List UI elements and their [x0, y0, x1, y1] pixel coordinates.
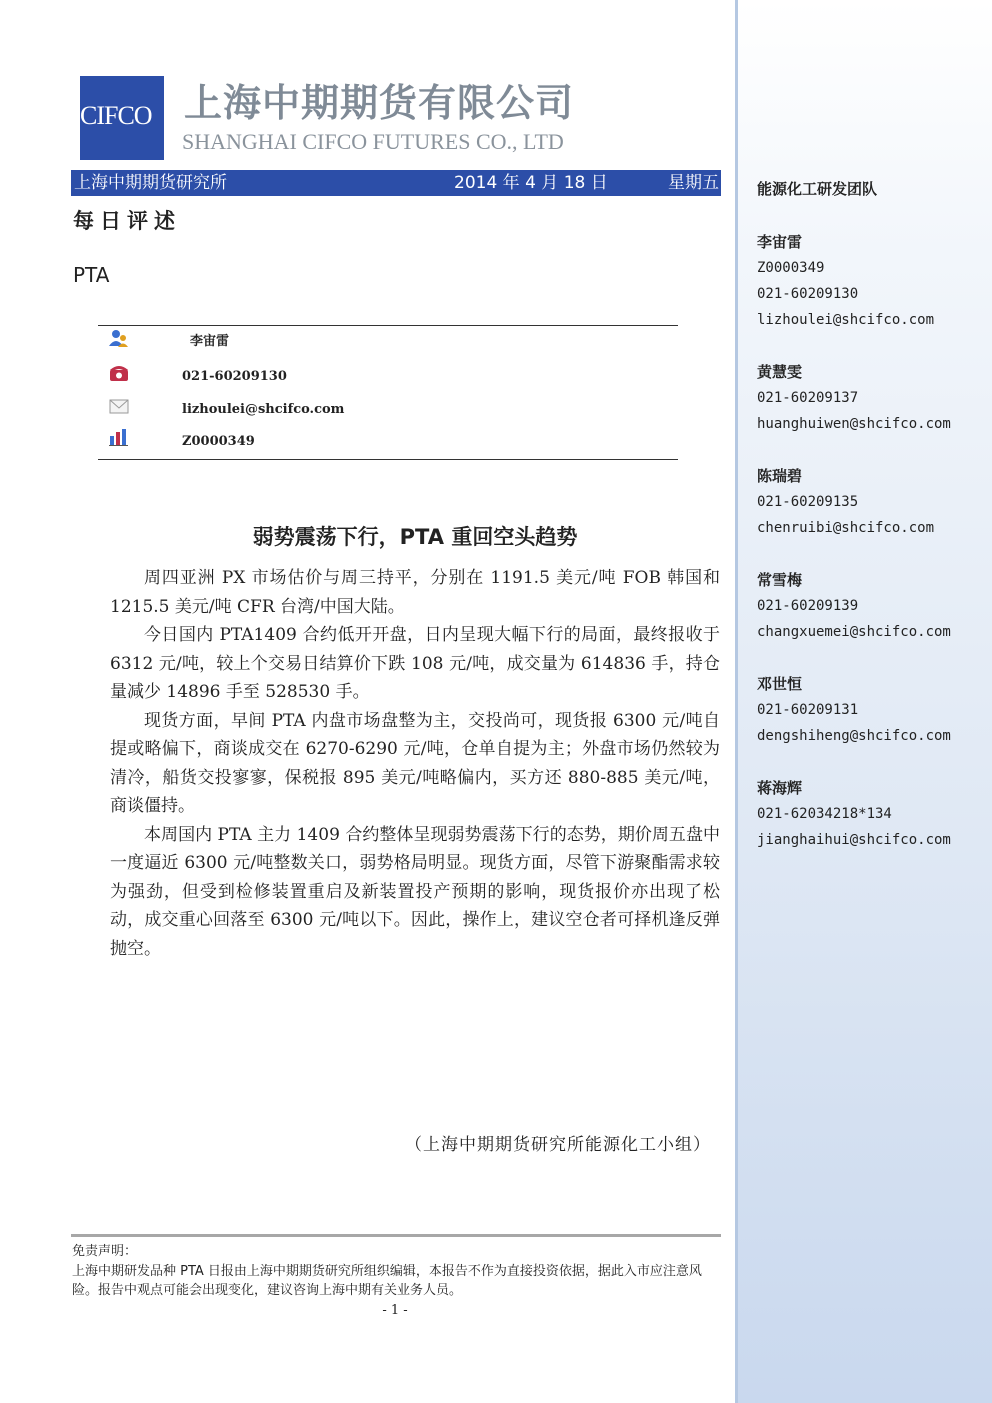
- member-name: 常雪梅: [757, 571, 803, 589]
- member-email[interactable]: dengshiheng@shcifco.com: [757, 728, 951, 744]
- company-name-cn: 上海中期期货有限公司: [184, 81, 575, 125]
- header-band: [71, 170, 721, 196]
- member-phone: 021-60209137: [757, 390, 859, 406]
- team-member: [757, 775, 977, 853]
- member-email[interactable]: changxuemei@shcifco.com: [757, 624, 951, 640]
- author-license: Z0000349: [182, 434, 255, 449]
- author-box-top-rule: [98, 325, 678, 326]
- member-phone: 021-62034218*134: [757, 806, 892, 822]
- member-name: 邓世恒: [757, 675, 803, 693]
- member-phone: 021-60209139: [757, 598, 859, 614]
- disclaimer-rule: [71, 1234, 721, 1237]
- company-name-en: SHANGHAI CIFCO FUTURES CO., LTD: [182, 129, 564, 154]
- team-member: [757, 359, 977, 437]
- author-box-bottom-rule: [98, 459, 678, 460]
- report-date: 2014 年 4 月 18 日: [454, 173, 608, 193]
- author-phone: 021-60209130: [182, 369, 287, 384]
- member-name: 李宙雷: [757, 233, 803, 251]
- member-id: Z0000349: [757, 260, 825, 276]
- phone-icon: [108, 364, 130, 384]
- product-name: PTA: [73, 263, 110, 287]
- chart-icon: [108, 427, 130, 447]
- team-member: [757, 463, 977, 541]
- member-phone: 021-60209135: [757, 494, 859, 510]
- article-signoff: （上海中期期货研究所能源化工小组）: [405, 1135, 711, 1155]
- disclaimer-text: 上海中期研发品种 PTA 日报由上海中期期货研究所组织编辑，本报告不作为直接投资依据，据此入市应注意风险。报告中观点可能会出现变化，建议咨询上海中期有关业务人员。: [72, 1263, 702, 1298]
- article-paragraph: 现货方面，早间 PTA 内盘市场盘整为主，交投尚可，现货报 6300 元/吨自提或略偏下，商谈成交在 6270-6290 元/吨，仓单自提为主；外盘市场仍然较为清冷，船货交投寥寥，保税报 895 美元/吨略偏内，买方还 880-885 美元/吨，商谈僵持。: [110, 710, 720, 816]
- page-number: - 1 -: [382, 1303, 408, 1318]
- article-paragraph: 今日国内 PTA1409 合约低开开盘，日内呈现大幅下行的局面，最终报收于 6312 元/吨，较上个交易日结算价下跌 108 元/吨，成交量为 614836 手，持仓量减少 14896 手至 528530 手。: [110, 625, 720, 702]
- article-body: [110, 564, 720, 963]
- article-paragraph: 周四亚洲 PX 市场估价与周三持平，分别在 1191.5 美元/吨 FOB 韩国和 1215.5 美元/吨 CFR 台湾/中国大陆。: [110, 568, 720, 617]
- author-email[interactable]: lizhoulei@shcifco.com: [182, 402, 345, 417]
- report-weekday: 星期五: [668, 173, 719, 193]
- member-email[interactable]: chenruibi@shcifco.com: [757, 520, 935, 536]
- article-paragraph: 本周国内 PTA 主力 1409 合约整体呈现弱势震荡下行的态势，期价周五盘中一度逼近 6300 元/吨整数关口，弱势格局明显。现货方面，尽管下游聚酯需求较为强劲，但受到检修装置重启及新装置投产预期的影响，现货报价亦出现了松动，成交重心回落至 6300 元/吨以下。因此，操作上，建议空仓者可择机逢反弹抛空。: [110, 824, 720, 959]
- member-name: 陈瑞碧: [757, 467, 803, 485]
- member-name: 蒋海辉: [757, 779, 803, 797]
- section-title: 每日评述: [73, 209, 181, 233]
- team-member: [757, 229, 977, 333]
- team-member: [757, 671, 977, 749]
- person-icon: [108, 329, 130, 349]
- logo-text: CIFCO: [80, 101, 152, 130]
- member-phone: 021-60209130: [757, 286, 859, 302]
- member-email[interactable]: jianghaihui@shcifco.com: [757, 832, 951, 848]
- disclaimer: [72, 1242, 722, 1301]
- member-email[interactable]: huanghuiwen@shcifco.com: [757, 416, 951, 432]
- member-phone: 021-60209131: [757, 702, 859, 718]
- member-email[interactable]: lizhoulei@shcifco.com: [757, 312, 935, 328]
- institute-name: 上海中期期货研究所: [74, 173, 227, 193]
- mail-icon: [108, 396, 130, 416]
- article-headline: 弱势震荡下行，PTA 重回空头趋势: [252, 525, 578, 549]
- author-name: 李宙雷: [190, 334, 230, 349]
- team-member: [757, 567, 977, 645]
- sidebar-team-title: 能源化工研发团队: [757, 180, 878, 198]
- member-name: 黄慧雯: [757, 363, 803, 381]
- disclaimer-title: 免责声明：: [72, 1244, 138, 1259]
